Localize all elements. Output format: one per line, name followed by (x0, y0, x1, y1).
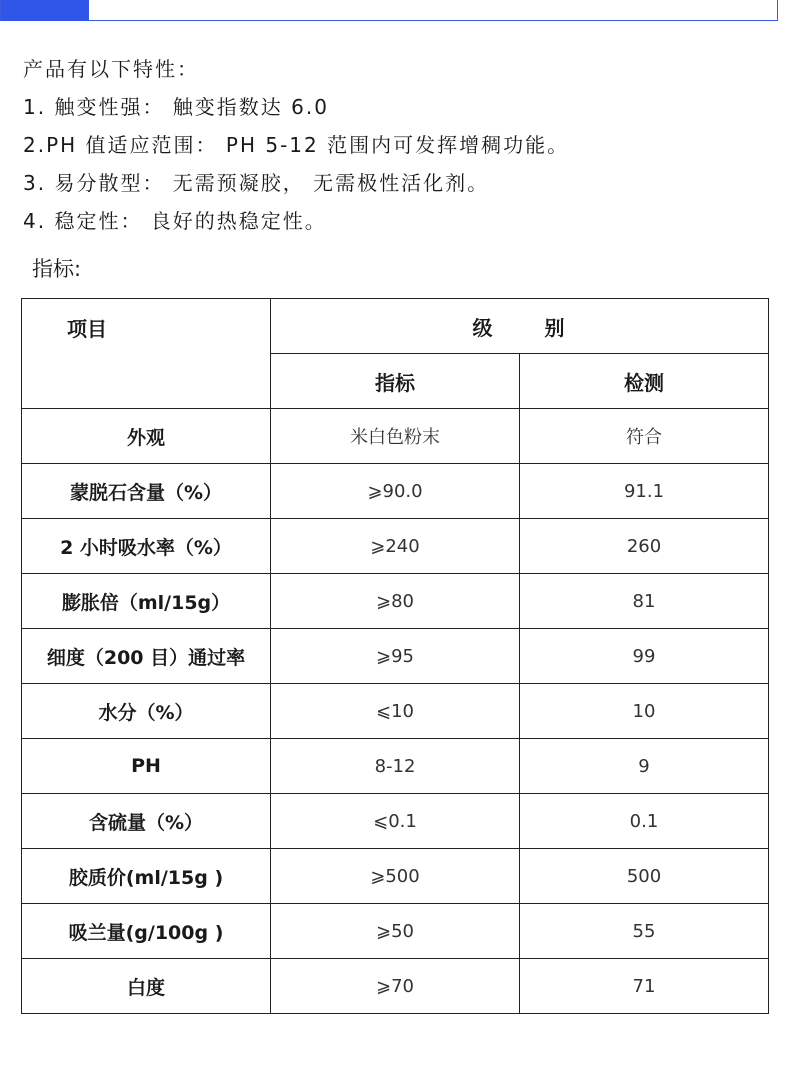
header-test: 检测 (520, 354, 769, 409)
row-spec: ⩾80 (271, 574, 520, 629)
row-item: 吸兰量(g/100g ) (22, 904, 271, 959)
feature-item: 3. 易分散型： 无需预凝胶， 无需极性活化剂。 (23, 171, 490, 195)
header-grade (271, 299, 769, 354)
table-row (22, 849, 769, 904)
row-test: 9 (520, 739, 769, 794)
table-row (22, 794, 769, 849)
header-grade-left: 级 (472, 315, 495, 340)
row-test: 0.1 (520, 794, 769, 849)
feature-item: 2.PH 值适应范围： PH 5-12 范围内可发挥增稠功能。 (23, 133, 570, 157)
table-row (22, 684, 769, 739)
row-spec: 8-12 (271, 739, 520, 794)
row-item: 含硫量（%） (22, 794, 271, 849)
row-item: 白度 (22, 959, 271, 1014)
row-spec: ⩾50 (271, 904, 520, 959)
row-test: 260 (520, 519, 769, 574)
table-row (22, 574, 769, 629)
table-header-row (22, 299, 769, 354)
row-item: 外观 (22, 409, 271, 464)
top-banner-accent (1, 0, 89, 21)
row-test: 10 (520, 684, 769, 739)
row-item: 胶质价(ml/15g ) (22, 849, 271, 904)
table-row (22, 629, 769, 684)
spec-table (21, 298, 769, 1014)
index-label: 指标: (32, 257, 82, 281)
table-row (22, 409, 769, 464)
row-item: 水分（%） (22, 684, 271, 739)
row-spec: ⩽0.1 (271, 794, 520, 849)
row-item: 细度（200 目）通过率 (22, 629, 271, 684)
table-row (22, 739, 769, 794)
row-spec: ⩾70 (271, 959, 520, 1014)
row-test: 91.1 (520, 464, 769, 519)
row-spec: ⩾90.0 (271, 464, 520, 519)
row-test: 99 (520, 629, 769, 684)
row-spec: 米白色粉末 (271, 409, 520, 464)
features-heading: 产品有以下特性： (23, 57, 199, 81)
row-item: 2 小时吸水率（%） (22, 519, 271, 574)
row-test: 55 (520, 904, 769, 959)
row-test: 71 (520, 959, 769, 1014)
table-row (22, 519, 769, 574)
row-item: PH (22, 739, 271, 794)
row-spec: ⩾95 (271, 629, 520, 684)
feature-item: 1. 触变性强： 触变指数达 6.0 (23, 95, 329, 119)
feature-item: 4. 稳定性： 良好的热稳定性。 (23, 209, 327, 233)
row-test: 500 (520, 849, 769, 904)
table-row (22, 959, 769, 1014)
row-spec: ⩾500 (271, 849, 520, 904)
row-item: 膨胀倍（ml/15g） (22, 574, 271, 629)
table-row (22, 904, 769, 959)
table-row (22, 464, 769, 519)
features-section (23, 54, 569, 244)
header-item: 项目 (22, 299, 271, 409)
row-test: 符合 (520, 409, 769, 464)
row-spec: ⩾240 (271, 519, 520, 574)
header-spec: 指标 (271, 354, 520, 409)
row-item: 蒙脱石含量（%） (22, 464, 271, 519)
header-grade-right: 别 (544, 315, 567, 340)
row-spec: ⩽10 (271, 684, 520, 739)
row-test: 81 (520, 574, 769, 629)
top-banner-frame (0, 0, 778, 21)
